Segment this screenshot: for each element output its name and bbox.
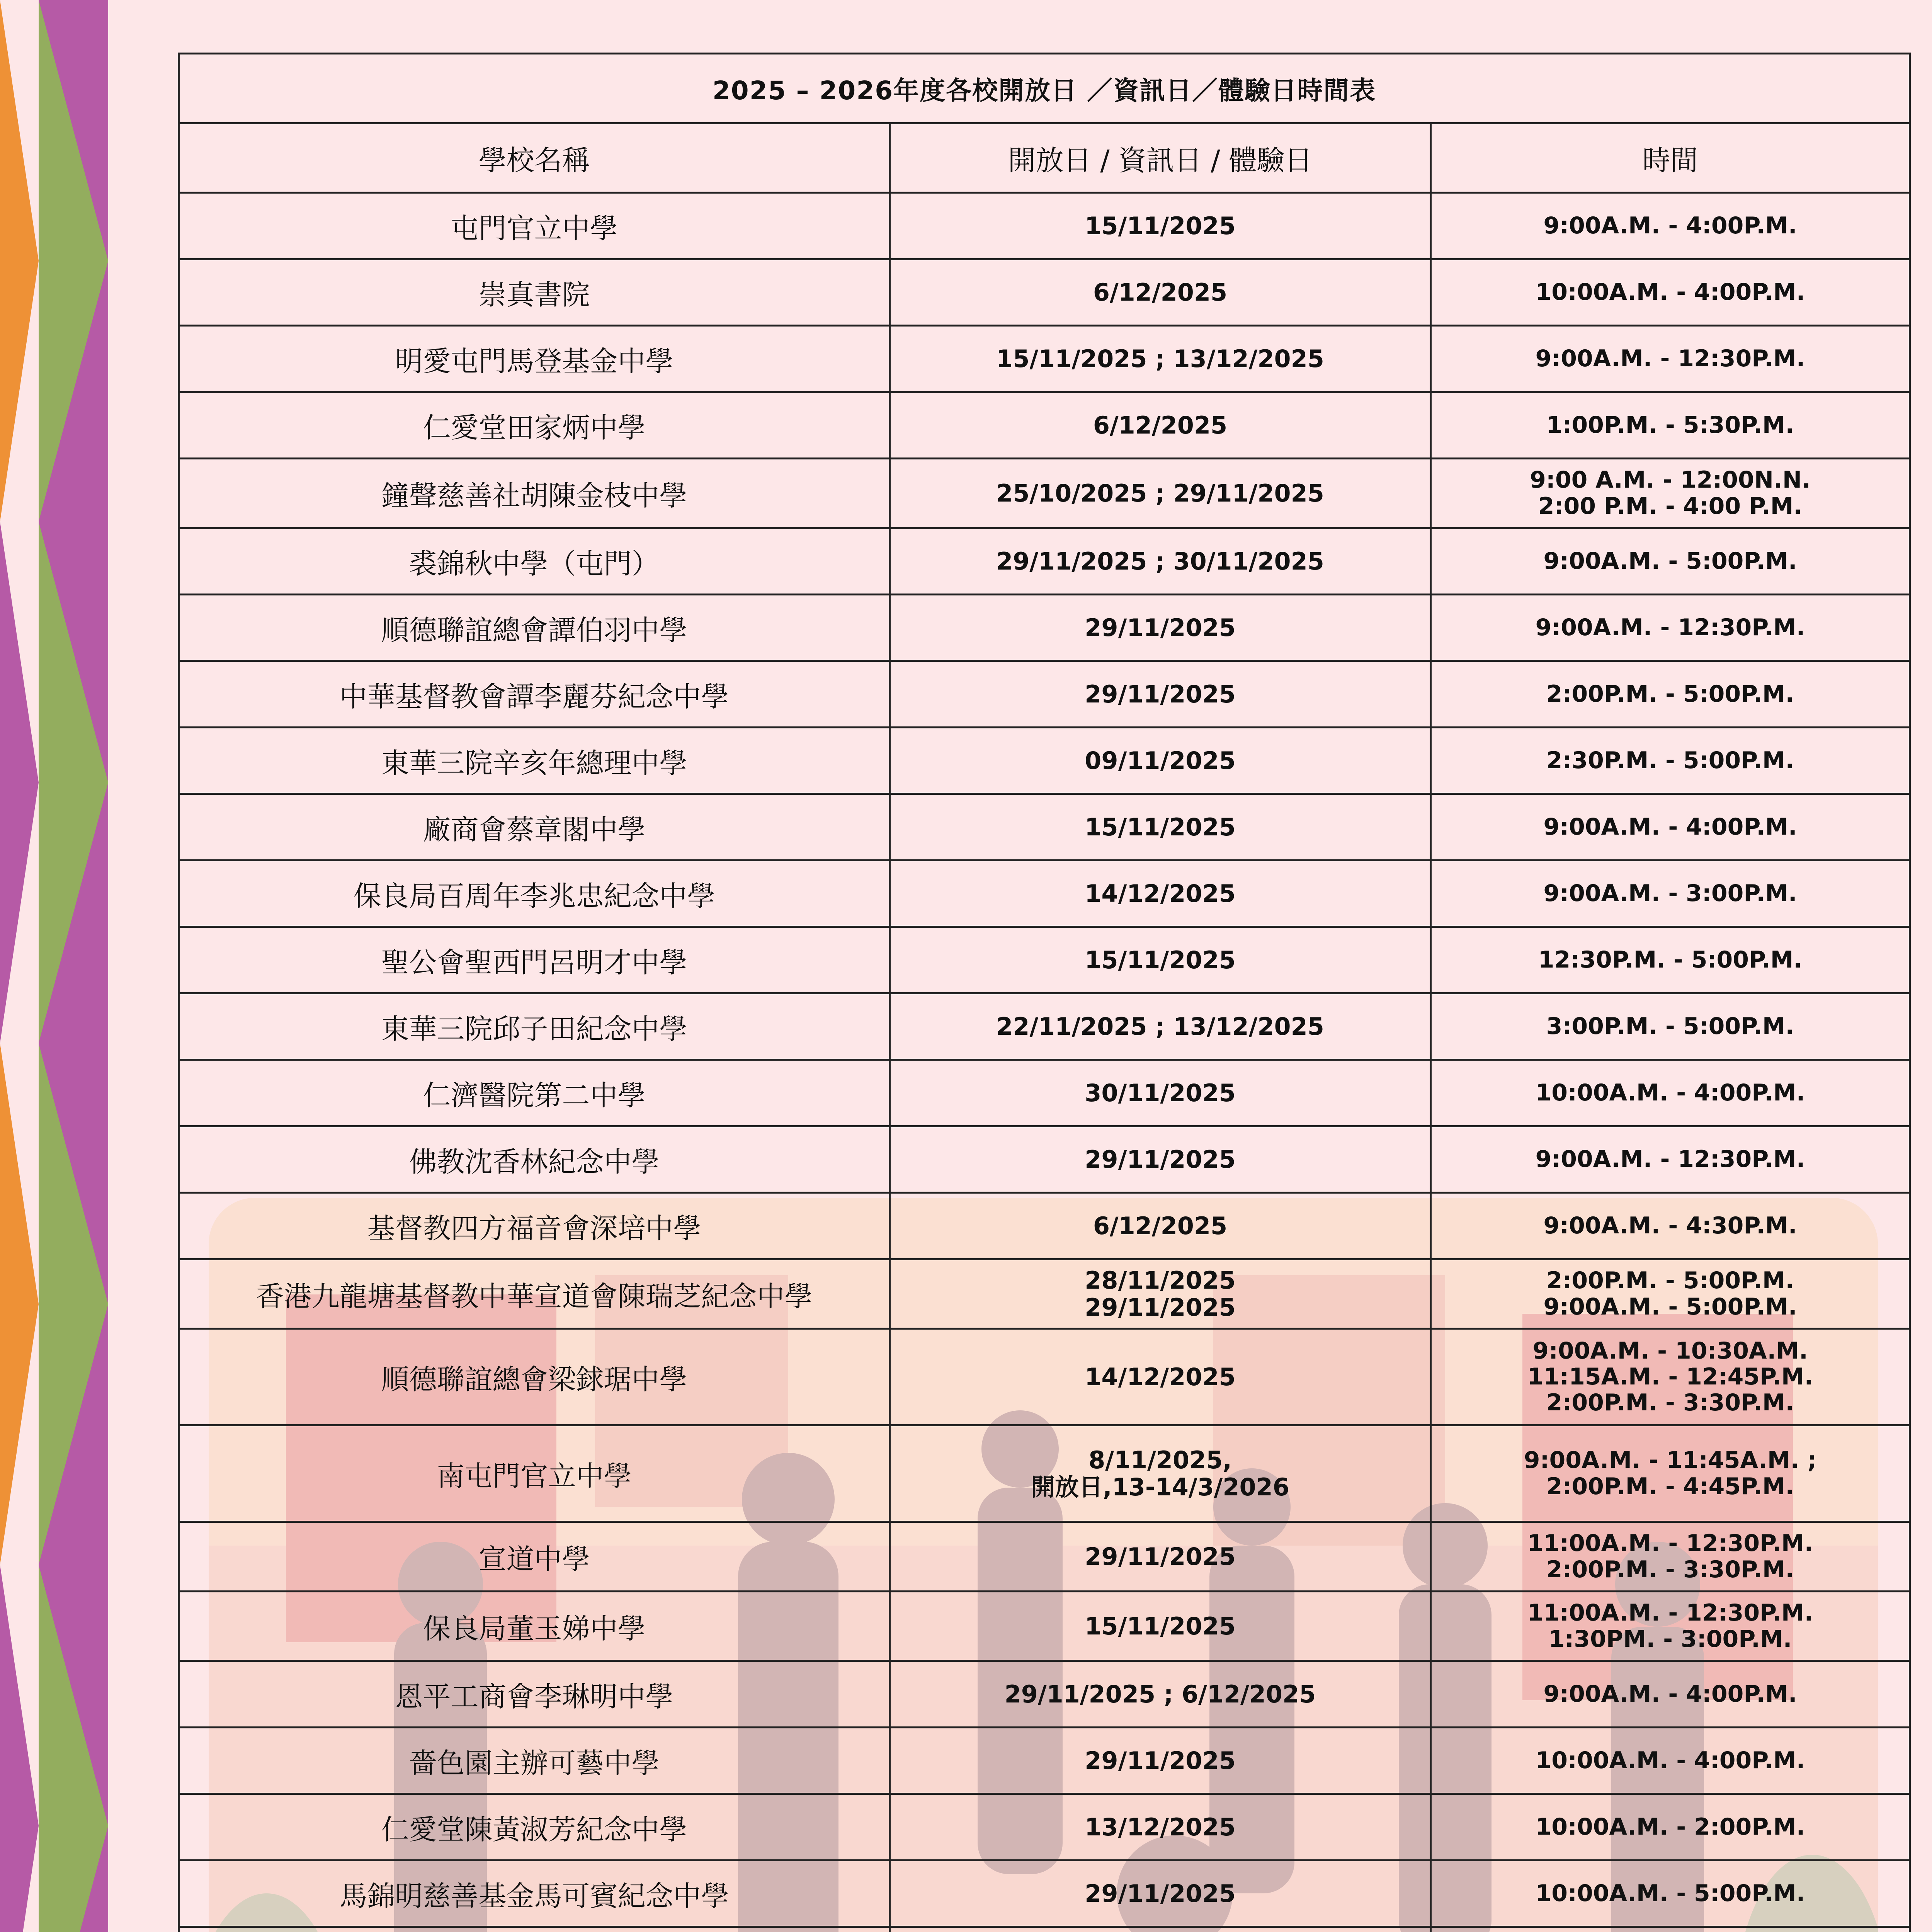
- date-cell: [890, 794, 1431, 861]
- time-cell: [1431, 728, 1910, 794]
- date-cell: [890, 1329, 1431, 1425]
- time-line: 11:15A.M. - 12:45P.M.: [1527, 1363, 1813, 1390]
- time-line: 11:00A.M. - 12:30P.M.: [1527, 1530, 1813, 1557]
- table-row: [179, 459, 1910, 528]
- date-line: 15/11/2025: [1085, 946, 1236, 974]
- date-line: 25/10/2025 ; 29/11/2025: [996, 479, 1324, 507]
- school-name-cell: 仁濟醫院第二中學: [179, 1060, 890, 1126]
- date-line: 13/12/2025: [1085, 1813, 1236, 1841]
- time-line: 10:00A.M. - 2:00P.M.: [1535, 1813, 1805, 1840]
- date-line: 6/12/2025: [1093, 278, 1228, 306]
- table-row: [179, 392, 1910, 459]
- table-row: [179, 326, 1910, 392]
- time-line: 9:00A.M. - 4:00P.M.: [1543, 813, 1797, 840]
- time-line: 3:00P.M. - 5:00P.M.: [1546, 1012, 1794, 1040]
- time-cell: [1431, 1794, 1910, 1861]
- date-cell: [890, 1060, 1431, 1126]
- table-row: [179, 1522, 1910, 1592]
- date-cell: [890, 1728, 1431, 1794]
- school-name-cell: 東華三院邱子田紀念中學: [179, 993, 890, 1060]
- time-cell: [1431, 392, 1910, 459]
- date-line: 30/11/2025: [1085, 1078, 1236, 1107]
- time-line: 9:00A.M. - 3:00P.M.: [1543, 879, 1797, 907]
- time-line: 10:00A.M. - 4:00P.M.: [1535, 1747, 1805, 1774]
- school-name-cell: 明愛屯門馬登基金中學: [179, 326, 890, 392]
- school-name-cell: 馬錦明慈善基金馬可賓紀念中學: [179, 1861, 890, 1927]
- time-cell: [1431, 993, 1910, 1060]
- date-cell: [890, 259, 1431, 326]
- table-row: [179, 1592, 1910, 1661]
- time-cell: [1431, 259, 1910, 326]
- time-line: 9:00A.M. - 4:30P.M.: [1543, 1212, 1797, 1239]
- time-line: 10:00A.M. - 4:00P.M.: [1535, 1079, 1805, 1106]
- date-cell: [890, 595, 1431, 661]
- time-line: 2:00 P.M. - 4:00 P.M.: [1538, 492, 1803, 520]
- date-line: 6/12/2025: [1093, 1211, 1228, 1240]
- time-cell: [1431, 1329, 1910, 1425]
- date-line: 15/11/2025 ; 13/12/2025: [996, 344, 1324, 373]
- date-line: 6/12/2025: [1093, 411, 1228, 439]
- date-cell: [890, 392, 1431, 459]
- date-cell: [890, 1927, 1431, 1932]
- date-line: 14/12/2025: [1085, 879, 1236, 908]
- school-name-cell: 嗇色園主辦可藝中學: [179, 1728, 890, 1794]
- time-line: 9:00A.M. - 12:30P.M.: [1535, 345, 1805, 372]
- school-name-cell: 佛教沈香林紀念中學: [179, 1126, 890, 1193]
- schedule-table-container: [178, 53, 1909, 1932]
- date-cell: [890, 459, 1431, 528]
- table-row: [179, 1329, 1910, 1425]
- table-row: [179, 861, 1910, 927]
- time-line: 9:00A.M. - 5:00P.M.: [1543, 547, 1797, 575]
- time-cell: [1431, 326, 1910, 392]
- table-row: [179, 1193, 1910, 1259]
- date-line: 29/11/2025: [1085, 1542, 1236, 1571]
- time-cell: [1431, 1060, 1910, 1126]
- school-name-cell: 仁愛堂陳黃淑芳紀念中學: [179, 1794, 890, 1861]
- time-line: 11:00A.M. - 12:30P.M.: [1527, 1599, 1813, 1627]
- time-line: 9:00A.M. - 12:30P.M.: [1535, 614, 1805, 641]
- school-name-cell: 崇真書院: [179, 259, 890, 326]
- time-cell: [1431, 1592, 1910, 1661]
- date-line: 14/12/2025: [1085, 1362, 1236, 1391]
- time-cell: [1431, 1728, 1910, 1794]
- time-line: 9:00A.M. - 10:30A.M.: [1532, 1337, 1808, 1364]
- time-line: 2:30P.M. - 5:00P.M.: [1546, 747, 1794, 774]
- date-line: 15/11/2025: [1085, 1612, 1236, 1640]
- time-line: 10:00A.M. - 5:00P.M.: [1535, 1879, 1805, 1907]
- date-line: 29/11/2025: [1085, 1293, 1236, 1321]
- date-line: 28/11/2025: [1085, 1266, 1236, 1295]
- time-cell: [1431, 1425, 1910, 1522]
- school-name-cell: 香港九龍塘基督教中華宣道會陳瑞芝紀念中學: [179, 1259, 890, 1329]
- date-cell: [890, 1425, 1431, 1522]
- date-line: 09/11/2025: [1085, 746, 1236, 775]
- table-row: [179, 794, 1910, 861]
- school-name-cell: 廠商會蔡章閣中學: [179, 794, 890, 861]
- school-name-cell: 宣道中學: [179, 1522, 890, 1592]
- school-name-cell: 屯門官立中學: [179, 193, 890, 259]
- table-title: 2025 – 2026年度各校開放日 ／資訊日／體驗日時間表: [179, 54, 1910, 123]
- time-cell: [1431, 794, 1910, 861]
- date-cell: [890, 861, 1431, 927]
- date-cell: [890, 1126, 1431, 1193]
- time-line: 2:00P.M. - 3:30P.M.: [1546, 1389, 1794, 1417]
- date-cell: [890, 1794, 1431, 1861]
- time-line: 10:00A.M. - 4:00P.M.: [1535, 278, 1805, 306]
- time-cell: [1431, 1193, 1910, 1259]
- date-line: 開放日,13-14/3/2026: [1031, 1473, 1289, 1501]
- table-row: [179, 1861, 1910, 1927]
- date-cell: [890, 528, 1431, 595]
- table-row: [179, 728, 1910, 794]
- table-row: [179, 259, 1910, 326]
- date-line: 29/11/2025 ; 30/11/2025: [996, 547, 1324, 575]
- time-cell: [1431, 1259, 1910, 1329]
- left-decorative-border: [0, 0, 108, 1932]
- table-row: [179, 1728, 1910, 1794]
- date-line: 29/11/2025: [1085, 1746, 1236, 1775]
- time-line: 2:00P.M. - 3:30P.M.: [1546, 1556, 1794, 1583]
- table-row: [179, 1126, 1910, 1193]
- date-line: 15/11/2025: [1085, 813, 1236, 841]
- time-cell: [1431, 1522, 1910, 1592]
- table-header-row: [179, 123, 1910, 193]
- date-cell: [890, 193, 1431, 259]
- table-row: [179, 528, 1910, 595]
- header-date: 開放日 / 資訊日 / 體驗日: [890, 123, 1431, 193]
- time-cell: [1431, 1927, 1910, 1932]
- table-row: [179, 993, 1910, 1060]
- table-row: [179, 1060, 1910, 1126]
- school-name-cell: 保良局百周年李兆忠紀念中學: [179, 861, 890, 927]
- time-line: 9:00A.M. - 5:00P.M.: [1543, 1293, 1797, 1320]
- school-name-cell: 裘錦秋中學（屯門）: [179, 528, 890, 595]
- date-line: 29/11/2025: [1085, 613, 1236, 642]
- date-cell: [890, 661, 1431, 728]
- school-name-cell: 仁愛堂田家炳中學: [179, 392, 890, 459]
- school-name-cell: 南屯門官立中學: [179, 1425, 890, 1522]
- school-name-cell: [179, 1927, 890, 1932]
- time-cell: [1431, 528, 1910, 595]
- date-cell: [890, 1861, 1431, 1927]
- table-row: [179, 1927, 1910, 1932]
- date-line: 29/11/2025: [1085, 1879, 1236, 1908]
- time-line: 9:00 A.M. - 12:00N.N.: [1530, 466, 1811, 494]
- date-cell: [890, 1259, 1431, 1329]
- date-line: 8/11/2025,: [1088, 1446, 1232, 1475]
- time-line: 2:00P.M. - 5:00P.M.: [1546, 1267, 1794, 1294]
- date-cell: [890, 927, 1431, 993]
- header-school: 學校名稱: [179, 123, 890, 193]
- school-name-cell: 恩平工商會李琳明中學: [179, 1661, 890, 1728]
- school-name-cell: 東華三院辛亥年總理中學: [179, 728, 890, 794]
- time-cell: [1431, 861, 1910, 927]
- time-cell: [1431, 1661, 1910, 1728]
- time-cell: [1431, 595, 1910, 661]
- school-name-cell: 保良局董玉娣中學: [179, 1592, 890, 1661]
- time-cell: [1431, 1861, 1910, 1927]
- table-row: [179, 595, 1910, 661]
- school-name-cell: 順德聯誼總會梁銶琚中學: [179, 1329, 890, 1425]
- school-name-cell: 順德聯誼總會譚伯羽中學: [179, 595, 890, 661]
- time-cell: [1431, 1126, 1910, 1193]
- time-line: 9:00A.M. - 11:45A.M. ;: [1524, 1447, 1817, 1474]
- date-cell: [890, 326, 1431, 392]
- date-line: 15/11/2025: [1085, 211, 1236, 240]
- time-line: 1:00P.M. - 5:30P.M.: [1546, 411, 1794, 439]
- date-cell: [890, 1661, 1431, 1728]
- time-line: 12:30P.M. - 5:00P.M.: [1538, 946, 1803, 973]
- time-cell: [1431, 661, 1910, 728]
- date-line: 29/11/2025: [1085, 680, 1236, 708]
- table-row: [179, 1425, 1910, 1522]
- date-line: 29/11/2025 ; 6/12/2025: [1004, 1680, 1316, 1708]
- school-name-cell: 基督教四方福音會深培中學: [179, 1193, 890, 1259]
- table-title-row: [179, 54, 1910, 123]
- time-cell: [1431, 927, 1910, 993]
- table-row: [179, 1259, 1910, 1329]
- table-row: [179, 927, 1910, 993]
- time-line: 9:00A.M. - 4:00P.M.: [1543, 1680, 1797, 1708]
- date-line: 29/11/2025: [1085, 1145, 1236, 1173]
- date-cell: [890, 1592, 1431, 1661]
- time-cell: [1431, 459, 1910, 528]
- time-line: 9:00A.M. - 12:30P.M.: [1535, 1145, 1805, 1173]
- time-line: 1:30PM. - 3:00P.M.: [1548, 1625, 1792, 1653]
- schedule-table: [178, 53, 1911, 1932]
- time-line: 2:00P.M. - 4:45P.M.: [1546, 1473, 1794, 1500]
- date-line: 22/11/2025 ; 13/12/2025: [996, 1012, 1324, 1041]
- table-row: [179, 193, 1910, 259]
- header-time: 時間: [1431, 123, 1910, 193]
- date-cell: [890, 1522, 1431, 1592]
- date-cell: [890, 728, 1431, 794]
- table-row: [179, 661, 1910, 728]
- school-name-cell: 鐘聲慈善社胡陳金枝中學: [179, 459, 890, 528]
- time-cell: [1431, 193, 1910, 259]
- time-line: 2:00P.M. - 5:00P.M.: [1546, 680, 1794, 707]
- school-name-cell: 聖公會聖西門呂明才中學: [179, 927, 890, 993]
- date-cell: [890, 993, 1431, 1060]
- time-line: 9:00A.M. - 4:00P.M.: [1543, 212, 1797, 239]
- date-cell: [890, 1193, 1431, 1259]
- school-name-cell: 中華基督教會譚李麗芬紀念中學: [179, 661, 890, 728]
- table-row: [179, 1661, 1910, 1728]
- table-body: [179, 193, 1910, 1932]
- table-row: [179, 1794, 1910, 1861]
